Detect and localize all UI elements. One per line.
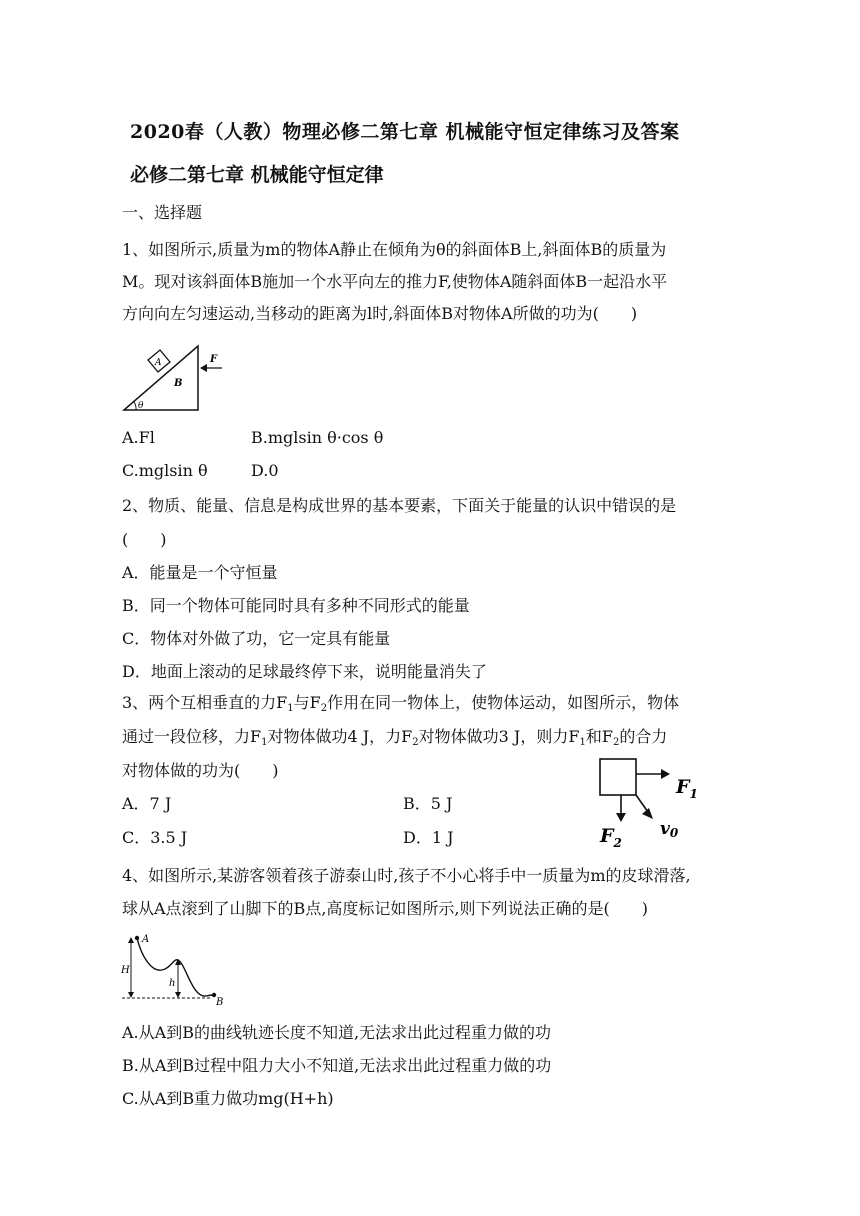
q4-option-c: C.从A到B重力做功mg(H+h) (122, 1089, 334, 1108)
q3-option-a: A．7 J (122, 794, 172, 813)
object-box (600, 759, 636, 795)
q4-text-line-2: 球从A点滚到了山脚下的B点,高度标记如图所示,则下列说法正确的是( ) (122, 899, 648, 918)
q1-option-c: C.mglsin θ (122, 461, 208, 480)
q2-text-line-1: 2、物质、能量、信息是构成世界的基本要素，下面关于能量的认识中错误的是 (122, 496, 677, 515)
v0-arrow (636, 795, 648, 812)
q3-text-line-2: 通过一段位移，力$F_1$对物体做功4 J，力$F_2$对物体做功3 J，则力$F_1$和$F_2$的合力 (122, 727, 668, 748)
label-f: F (210, 354, 218, 365)
q2-option-a: A．能量是一个守恒量 (122, 563, 278, 582)
q4-option-a: A.从A到B的曲线轨迹长度不知道,无法求出此过程重力做的功 (122, 1023, 552, 1042)
angle-arc (134, 402, 136, 410)
label-b: B (174, 378, 183, 389)
q1-option-b: B.mglsin θ·cos θ (251, 428, 384, 447)
q3-text-line-1: 3、两个互相垂直的力$F_1$与$F_2$作用在同一物体上，使物体运动，如图所示，物体 (122, 693, 680, 714)
q3-force-figure (592, 756, 712, 852)
q2-option-b: B．同一个物体可能同时具有多种不同形式的能量 (122, 596, 470, 615)
label-theta: θ (138, 401, 144, 411)
q4-hill-figure (116, 928, 236, 1008)
q1-incline-figure (118, 338, 228, 416)
q1-text-line-2: M。现对该斜面体B施加一个水平向左的推力F,使物体A随斜面体B一起沿水平 (122, 272, 668, 291)
label-f1: $F_1$ (676, 776, 698, 801)
label-big-h: H (121, 965, 130, 976)
q2-option-d: D．地面上滚动的足球最终停下来，说明能量消失了 (122, 662, 487, 681)
q3-text-line-3: 对物体做的功为( ) (122, 761, 279, 780)
q1-option-a: A.Fl (122, 428, 155, 447)
document-subtitle: 必修二第七章 机械能守恒定律 (130, 164, 384, 186)
q1-option-d: D.0 (251, 461, 279, 480)
section-heading: 一、选择题 (122, 203, 203, 222)
q3-option-c: C．3.5 J (122, 828, 188, 847)
q2-option-c: C．物体对外做了功，它一定具有能量 (122, 629, 391, 648)
point-a (135, 936, 139, 940)
q4-option-b: B.从A到B过程中阻力大小不知道,无法求出此过程重力做的功 (122, 1056, 552, 1075)
q4-text-line-1: 4、如图所示,某游客领着孩子游泰山时,孩子不小心将手中一质量为m的皮球滑落, (122, 866, 691, 885)
label-v0: v0 (660, 819, 679, 840)
label-a: A (155, 358, 162, 368)
hill-curve (137, 938, 214, 996)
q3-option-b: B．5 J (403, 794, 453, 813)
wedge-b-shape (124, 346, 198, 410)
label-b: B (216, 997, 224, 1008)
label-small-h: h (169, 978, 176, 989)
label-f2: $F_2$ (600, 825, 622, 850)
q1-text-line-3: 方向向左匀速运动,当移动的距离为l时,斜面体B对物体A所做的功为( ) (122, 304, 638, 323)
document-title: 2020春（人教）物理必修二第七章 机械能守恒定律练习及答案 (130, 121, 680, 143)
q1-text-line-1: 1、如图所示,质量为m的物体A静止在倾角为θ的斜面体B上,斜面体B的质量为 (122, 240, 667, 259)
label-a: A (142, 934, 150, 945)
q3-option-d: D．1 J (403, 828, 454, 847)
q2-text-line-2: ( ) (122, 530, 167, 549)
